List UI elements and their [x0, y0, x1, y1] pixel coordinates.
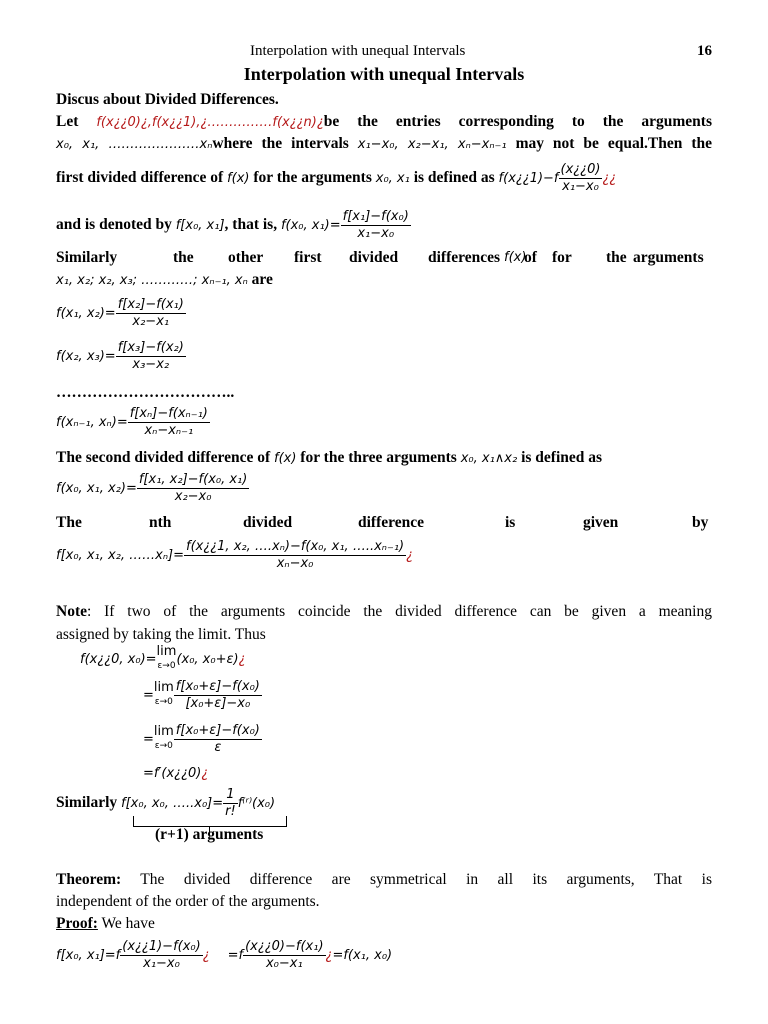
second-dd-line [56, 448, 712, 469]
eq-lhs: f[x₀, x₁, x₂, ……xₙ]= [56, 548, 185, 563]
intro-line: Discus about Divided Differences. [56, 91, 279, 108]
fraction-denominator: x₁−x₀ [143, 955, 180, 971]
denoted-line [56, 207, 712, 244]
fraction-denominator: r! [225, 803, 236, 819]
limit-line-2 [143, 677, 768, 714]
note-line-2: assigned by taking the limit. Thus [56, 626, 266, 643]
fraction-numerator: (x¿¿0) [560, 161, 601, 177]
theorem-text-1: The divided difference are symmetrical in all its arguments, That is [121, 871, 712, 888]
note-text-1: : If two of the arguments coincide the divided difference can be given a meaning [87, 603, 712, 620]
first-dd-mid2: is defined as [409, 169, 499, 186]
fraction-numerator: (x¿¿1)−f(x₀) [122, 938, 201, 954]
eq-fraction [128, 406, 210, 439]
fraction-denominator: x₂−x₀ [174, 488, 212, 504]
eq-lhs: f(x₂, x₃)= [56, 349, 116, 364]
eq-fraction [137, 472, 249, 505]
first-dd-mid: for the arguments [249, 169, 376, 186]
lim-text: lim [156, 644, 177, 660]
second-dd-tail: is defined as [517, 449, 603, 466]
args-mid: where the intervals [212, 135, 358, 152]
lim-fraction [174, 723, 262, 756]
fraction-denominator: x₁−x₀ [562, 178, 599, 194]
entries-expression [96, 115, 323, 130]
similarly-lhs: f[x₀, x₀, …..x₀]= [121, 796, 224, 811]
limit-line-4 [143, 763, 768, 784]
denoted-fraction [341, 209, 411, 242]
word: the [173, 249, 194, 266]
proof-text: We have [97, 915, 155, 932]
similarly-lead: Similarly [56, 794, 122, 811]
limit-line-1 [80, 645, 736, 674]
final-fraction-2 [243, 939, 325, 972]
equation-2 [56, 338, 712, 375]
denoted-lead: and is denoted by [56, 216, 176, 233]
args-expression: x₀, x₁, …………………xₙ [56, 137, 213, 152]
word: nth [149, 514, 172, 531]
fraction-numerator: (x¿¿0)−f(x₁) [245, 938, 324, 954]
lim-lhs: f(x¿¿0, x₀)= [80, 652, 157, 667]
equation-4 [56, 470, 712, 507]
args-tail: may not be equal.Then the [506, 135, 712, 152]
fraction-numerator: f(x¿¿1, x₂, ….xₙ)−f(x₀, x₁, …..xₙ₋₁) [186, 538, 405, 554]
lim-operator [154, 725, 174, 753]
denoted-lhs: f(x₀, x₁)= [280, 218, 341, 233]
fraction-numerator: f[x₃]−f(x₂) [117, 339, 184, 355]
args-list-tail: are [247, 271, 273, 288]
lim-eq: = [143, 732, 154, 747]
lim-text: lim [153, 680, 174, 696]
eq-lhs: f(x₀, x₁, x₂)= [56, 481, 137, 496]
lim-text: lim [153, 724, 174, 740]
proof-label: Proof: [56, 915, 98, 932]
word: by [692, 514, 709, 531]
lim-operator [157, 645, 177, 673]
lim-subscript: ε→0 [157, 661, 176, 672]
fraction-denominator: [x₀+ε]−x₀ [185, 695, 251, 711]
derivative-expr: =f′(x¿¿0) [143, 766, 202, 781]
lim-eq: = [143, 688, 154, 703]
first-dd-lead: first divided difference of [56, 169, 228, 186]
eq-fraction [116, 340, 186, 373]
word: divided [243, 514, 293, 531]
word: The [56, 514, 82, 531]
fx-symbol: f(x) [504, 250, 527, 265]
equation-1 [56, 295, 712, 332]
second-dd-lead: The second divided difference of [56, 449, 274, 466]
eq-fraction [116, 297, 186, 330]
fraction-numerator: f[x₁, x₂]−f(x₀, x₁) [138, 471, 248, 487]
word: Similarly [56, 249, 118, 266]
fraction-numerator: f[xₙ]−f(xₙ₋₁) [129, 405, 208, 421]
eq-lhs: f(xₙ₋₁, xₙ)= [56, 415, 128, 430]
equation-3 [56, 404, 712, 441]
word: for [552, 249, 572, 266]
fraction-numerator: 1 [223, 787, 238, 804]
eq-fraction [184, 539, 406, 572]
page-title: Interpolation with unequal Intervals [243, 64, 525, 84]
denoted-mid: , that is, [224, 216, 281, 233]
lim-trail: ¿ [238, 652, 246, 667]
fraction-denominator: xₙ−xₙ₋₁ [144, 422, 194, 438]
args-list-line [56, 270, 712, 291]
word: differences [428, 249, 501, 266]
proof-line [56, 914, 712, 934]
fraction-denominator: x₁−x₀ [357, 225, 395, 241]
word: difference [358, 514, 424, 531]
let-tail: be the entries corresponding to the arguments [323, 113, 712, 130]
fraction-numerator: f[x₂]−f(x₁) [117, 296, 184, 312]
lim-fraction [174, 679, 262, 712]
fx-symbol: f(x) [227, 171, 250, 186]
first-dd-trail: ¿¿ [602, 171, 617, 186]
word: divided [349, 249, 399, 266]
lim-subscript: ε→0 [154, 741, 173, 752]
theorem-line-2: independent of the order of the arguments. [56, 893, 320, 910]
header-title: Interpolation with unequal Intervals [250, 43, 466, 59]
similarly-rhs: f⁽ʳ⁾(x₀) [237, 796, 276, 811]
final-lhs: f[x₀, x₁]=f [56, 948, 121, 963]
final-rhs: =f(x₁, x₀) [332, 948, 393, 963]
page-number: 16 [697, 43, 712, 59]
theorem-label: Theorem: [56, 871, 122, 888]
second-dd-mid: for the three arguments [296, 449, 461, 466]
lim-trail: ¿ [201, 766, 209, 781]
word: other [228, 249, 264, 266]
final-trail: ¿ [325, 948, 333, 963]
similarly-fraction [223, 787, 238, 820]
intervals-expression: x₁−x₀, x₂−x₁, xₙ−xₙ₋₁ [357, 137, 507, 152]
final-mid: ¿ [202, 948, 210, 963]
first-dd-line [56, 160, 712, 197]
eq-lhs: f(x₁, x₂)= [56, 306, 116, 321]
word: of [524, 249, 537, 266]
let-line [56, 112, 712, 133]
note-label: Note [56, 603, 87, 620]
limit-line-3 [143, 721, 768, 758]
word: first [294, 249, 322, 266]
fraction-denominator: x₂−x₁ [132, 313, 170, 329]
fraction-numerator: f[x₀+ε]−f(x₀) [175, 678, 260, 694]
second-dd-args: x₀, x₁∧x₂ [460, 451, 518, 466]
fraction-denominator: xₙ−x₀ [276, 555, 314, 571]
theorem-line-1 [56, 870, 712, 890]
first-dd-args: x₀, x₁ [375, 171, 410, 186]
lim-operator [154, 681, 174, 709]
word: given [583, 514, 619, 531]
word: the [606, 249, 627, 266]
fx-symbol: f(x) [274, 451, 297, 466]
r-arguments-label: (r+1) arguments [155, 826, 264, 843]
fraction-denominator: x₃−x₂ [132, 356, 170, 372]
fraction-denominator: ε [214, 739, 222, 755]
args-line [56, 134, 712, 155]
args-list-expr: x₁, x₂; x₂, x₃; …………; xₙ₋₁, xₙ [56, 273, 248, 288]
fraction-denominator: x₀−x₁ [265, 955, 303, 971]
equation-5 [56, 537, 712, 574]
lim-rhs: (x₀, x₀+ε) [176, 652, 239, 667]
fraction-numerator: f[x₁]−f(x₀) [342, 208, 409, 224]
ellipsis-line: …………………………….. [56, 384, 235, 401]
first-dd-expr-lead: f(x¿¿1)−f [498, 171, 559, 186]
word: is [505, 514, 516, 531]
word: arguments [633, 249, 704, 266]
eq-trail: ¿ [406, 548, 414, 563]
first-dd-fraction [559, 162, 603, 195]
final-equation [56, 935, 712, 976]
denoted-symbol: f[x₀, x₁] [175, 218, 225, 233]
entries-expr-text: f(x¿¿0)¿,f(x¿¿1),¿……………f(x¿¿n)¿ [96, 115, 324, 130]
let-lead: Let [56, 113, 97, 130]
note-line-1 [56, 602, 712, 622]
final-eq: =f [227, 948, 244, 963]
final-fraction-1 [120, 939, 202, 972]
fraction-numerator: f[x₀+ε]−f(x₀) [175, 722, 260, 738]
lim-subscript: ε→0 [154, 697, 173, 708]
